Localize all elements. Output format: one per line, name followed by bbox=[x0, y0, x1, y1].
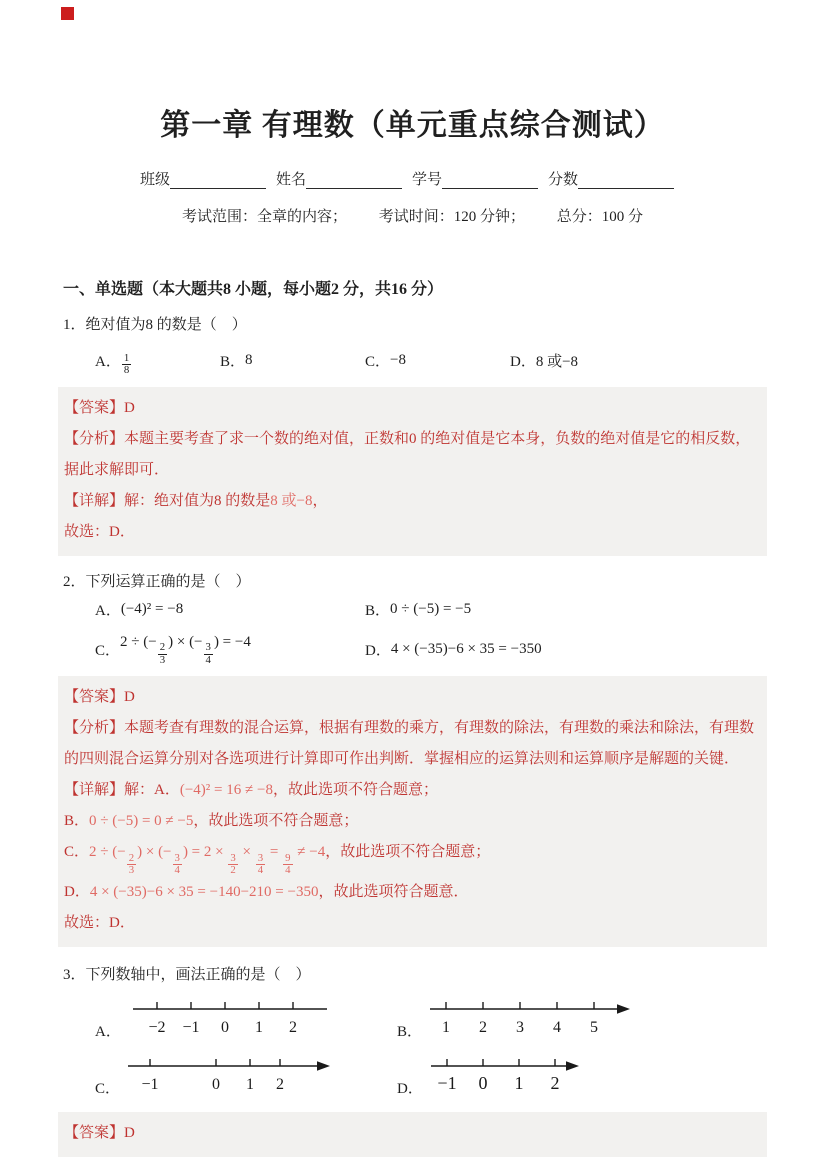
q1-option-b-label: B． bbox=[220, 353, 246, 370]
q1-detail-line: 【详解】解：绝对值为8 的数是8 或−8， bbox=[64, 492, 328, 509]
question-3-text: 3．下列数轴中，画法正确的是（ ） bbox=[63, 966, 311, 983]
q2-option-d-value: 4 × (−35)−6 × 35 = −350 bbox=[390, 641, 542, 658]
q2-option-c-value: 2 ÷ (− $\frac{2}{3}$ ) × (− $\frac{3}{4}$ ) = −4 bbox=[120, 633, 251, 666]
q1-option-d-label: D． bbox=[510, 353, 536, 370]
q1-option-b-value: 8 bbox=[245, 351, 253, 368]
name-blank-line bbox=[306, 171, 402, 189]
q3-option-b bbox=[397, 996, 765, 1045]
svg-text:−2: −2 bbox=[148, 1018, 166, 1036]
q1-option-d bbox=[510, 350, 578, 371]
q2-option-c-label: C． bbox=[95, 643, 121, 660]
q2-detail-line-a: 【详解】解：A．(−4)² = 16 ≠ −8，故此选项不符合题意； bbox=[64, 782, 438, 799]
number-line-d bbox=[429, 1053, 591, 1102]
student-number-blank-line bbox=[442, 171, 538, 189]
exam-time: 考试时间：120 分钟； bbox=[378, 209, 525, 225]
page-title: 第一章 有理数（单元重点综合测试） bbox=[160, 109, 665, 142]
exam-total: 总分：100 分 bbox=[556, 209, 644, 225]
svg-text:2: 2 bbox=[550, 1072, 560, 1093]
question-1-options bbox=[95, 344, 765, 377]
q2-analysis-line-1: 【分析】本题考查有理数的混合运算，根据有理数的乘方，有理数的除法，有理数的乘法和除法，有理数 bbox=[64, 720, 755, 737]
svg-text:−1: −1 bbox=[141, 1075, 159, 1093]
number-line-b bbox=[428, 996, 642, 1045]
q3-option-c bbox=[95, 1053, 397, 1102]
q2-detail-line-c: C．2 ÷ (− $\frac{2}{3}$ ) × (− $\frac{3}{4}$ ) = 2 × $\frac{3}{2}$ × $\frac{3}{4}$ = $\frac{9}{4}$ ≠ −4，故此选项不符合题意； bbox=[64, 844, 491, 877]
svg-text:2: 2 bbox=[288, 1018, 297, 1036]
svg-text:−1: −1 bbox=[182, 1018, 200, 1036]
q1-option-c bbox=[365, 350, 510, 371]
q2-option-a-value: (−4)² = −8 bbox=[120, 600, 184, 617]
svg-text:1: 1 bbox=[442, 1018, 451, 1036]
q1-option-a-label: A． bbox=[95, 353, 121, 370]
q3-option-c-label: C． bbox=[95, 1080, 121, 1097]
student-number-label: 学号 bbox=[412, 172, 443, 188]
number-line-a bbox=[127, 996, 332, 1045]
q2-detail-line-d: D．4 × (−35)−6 × 35 = −140−210 = −350，故此选项符合题意． bbox=[64, 883, 469, 900]
q1-option-c-label: C． bbox=[365, 353, 391, 370]
q2-analysis-line-2: 的四则混合运算分别对各选项进行计算即可作出判断．掌握相应的运算法则和运算顺序是解题的关键． bbox=[64, 751, 740, 768]
q1-option-b bbox=[220, 350, 365, 371]
svg-text:3: 3 bbox=[516, 1018, 525, 1036]
section-heading: 一、单选题（本大题共8 小题，每小题2 分，共16 分） bbox=[63, 281, 444, 298]
q1-option-c-value: −8 bbox=[390, 351, 406, 368]
q3-option-a-label: A． bbox=[95, 1023, 121, 1040]
red-square-marker bbox=[61, 7, 74, 20]
svg-text:0: 0 bbox=[478, 1072, 488, 1093]
svg-text:2: 2 bbox=[276, 1075, 285, 1093]
exam-info-line bbox=[60, 205, 765, 226]
svg-text:1: 1 bbox=[514, 1072, 524, 1093]
number-line-c bbox=[126, 1053, 340, 1102]
name-field bbox=[276, 168, 402, 189]
score-label: 分数 bbox=[548, 172, 579, 188]
q2-option-b bbox=[365, 599, 765, 620]
question-3-options bbox=[95, 996, 765, 1102]
score-blank-line bbox=[578, 171, 674, 189]
q3-option-a bbox=[95, 996, 397, 1045]
q3-option-d-label: D． bbox=[397, 1080, 423, 1097]
svg-text:1: 1 bbox=[254, 1018, 263, 1036]
q1-analysis-line-2: 据此求解即可． bbox=[64, 461, 170, 478]
q3-answer-line: 【答案】D bbox=[64, 1124, 135, 1141]
q2-detail-line-b: B．0 ÷ (−5) = 0 ≠ −5，故此选项不符合题意； bbox=[64, 813, 359, 830]
svg-text:5: 5 bbox=[590, 1018, 599, 1036]
svg-text:0: 0 bbox=[212, 1075, 221, 1093]
question-2-text: 2．下列运算正确的是（ ） bbox=[63, 573, 251, 590]
class-blank-line bbox=[170, 171, 266, 189]
q2-option-c bbox=[95, 634, 365, 667]
name-label: 姓名 bbox=[276, 172, 307, 188]
q2-option-b-value: 0 ÷ (−5) = −5 bbox=[390, 600, 472, 617]
q2-option-d bbox=[365, 639, 765, 660]
student-number-field bbox=[412, 168, 538, 189]
student-info-line bbox=[140, 168, 765, 189]
q3-option-b-label: B． bbox=[397, 1023, 423, 1040]
q1-conclusion-line: 故选：D． bbox=[64, 523, 135, 540]
svg-text:2: 2 bbox=[479, 1018, 488, 1036]
answer-block-q2 bbox=[58, 676, 767, 947]
q2-option-a-label: A． bbox=[95, 602, 121, 619]
question-1-text: 1．绝对值为8 的数是（ ） bbox=[63, 317, 247, 333]
svg-text:4: 4 bbox=[553, 1018, 562, 1036]
q3-option-d bbox=[397, 1053, 765, 1102]
q1-option-a bbox=[95, 344, 220, 377]
q1-answer-line: 【答案】D bbox=[64, 399, 135, 416]
q2-conclusion-line: 故选：D． bbox=[64, 914, 135, 931]
q2-answer-line: 【答案】D bbox=[64, 689, 135, 706]
svg-text:−1: −1 bbox=[437, 1072, 457, 1093]
answer-block-q3 bbox=[58, 1112, 767, 1157]
q2-option-d-label: D． bbox=[365, 643, 391, 660]
q2-option-b-label: B． bbox=[365, 602, 391, 619]
q1-option-a-value: $\frac{1}{8}$ bbox=[123, 351, 130, 377]
score-field bbox=[548, 168, 674, 189]
class-label: 班级 bbox=[140, 172, 171, 188]
exam-scope: 考试范围：全章的内容； bbox=[181, 209, 347, 225]
q1-analysis-line-1: 【分析】本题主要考查了求一个数的绝对值，正数和0 的绝对值是它本身，负数的绝对值是它的相反数， bbox=[64, 430, 751, 447]
answer-block-q1 bbox=[58, 387, 767, 556]
class-field bbox=[140, 168, 266, 189]
q1-option-d-value: 8 或−8 bbox=[535, 353, 579, 370]
svg-text:1: 1 bbox=[246, 1075, 255, 1093]
question-2-options bbox=[95, 599, 765, 667]
svg-text:0: 0 bbox=[220, 1018, 229, 1036]
q2-option-a bbox=[95, 599, 365, 620]
